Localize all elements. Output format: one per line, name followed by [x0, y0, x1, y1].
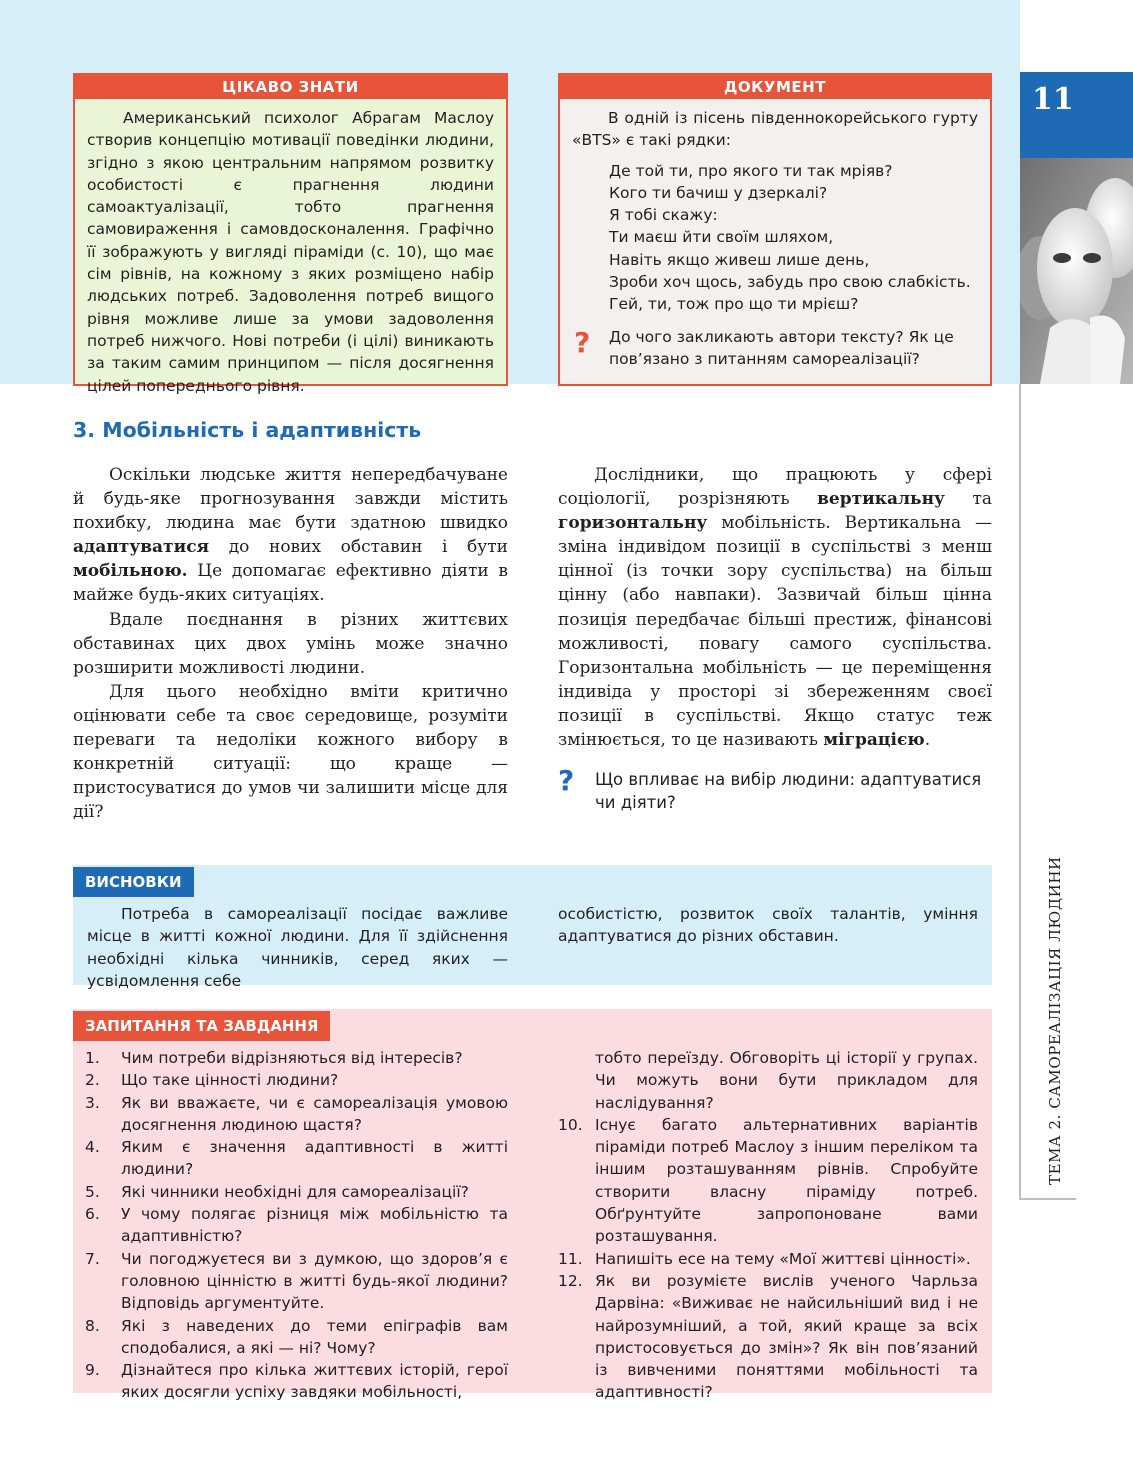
- task-item: 7. Чи погоджуєтеся ви з думкою, що здоров’я є головною цінністю в житті будь-якої людини? Відповідь аргументуйте.: [85, 1249, 508, 1313]
- tasks-title: ЗАПИТАННЯ ТА ЗАВДАННЯ: [73, 1011, 330, 1041]
- section-title: 3. Мобільність і адаптивність: [73, 418, 422, 442]
- tasks-box: [73, 1009, 992, 1402]
- paragraph: Дослідники, що працюють у сфері соціології, розрізняють вертикальну та горизонтальну мобільність. Вертикальна — зміна індивідом позиції в суспільстві з менш цінної (із точки зору суспільства) на більш цінну (або навпаки). Зазвичай більш цінна позиція передбачає більші престиж, фінансові можливості, повагу самого суспільства. Горизонтальна мобільність — це переміщення індивіда у просторі зі збереженням своєї позиції в суспільстві. Якщо статус теж змінюється, то це називають міграцією.: [558, 465, 992, 751]
- text-column-right: [558, 463, 992, 814]
- fact-box: [73, 73, 508, 395]
- term-horizontal: горизонтальну: [558, 513, 708, 534]
- question-mark-icon: ?: [558, 764, 575, 798]
- task-item: 4. Яким є значення адаптивності в житті людини?: [85, 1138, 508, 1179]
- lyric-line: Кого ти бачиш у дзеркалі?: [609, 183, 828, 202]
- masks-photo: [1020, 158, 1133, 384]
- lyric-line: Де той ти, про якого ти так мріяв?: [609, 161, 893, 180]
- task-list-right: [558, 1047, 978, 1404]
- conclusions-box: [73, 865, 992, 990]
- fact-box-text: Американський психолог Абрагам Маслоу створив концепцію мотивації поведінки людини, згідно з якою центральним напрямом розвитку особистості є прагнення людини самоактуалізації, тобто прагнення самовираження і самовдосконалення. Графічно її зображують у вигляді піраміди (с. 10), що має сім рівнів, на кожному з яких розміщено набір людських потреб. Задоволення потреб вищого рівня можливе лише за умови задоволення потреб нижчого. Нові потреби (і цілі) виникають за таким самим принципом — після досягнення цілей попереднього рівня.: [87, 109, 494, 395]
- document-box-title: ДОКУМЕНТ: [560, 75, 990, 99]
- document-question: До чого закликають автори тексту? Як це пов’язано з питанням самореалізації?: [609, 327, 954, 368]
- term-adapt: адаптуватися: [73, 537, 210, 558]
- task-item: 5. Які чинники необхідні для самореалізації?: [85, 1182, 469, 1201]
- paragraph: Вдале поєднання в різних життєвих обставинах цих двох умінь може значно розширити можливості людини.: [73, 609, 508, 678]
- task-list-left: [73, 1047, 508, 1404]
- task-item: 10. Існує багато альтернативних варіантів піраміди потреб Маслоу з іншим переліком та іншим розташуванням рівнів. Спробуйте створити власну піраміду потреб. Обґрунтуйте запропоноване вами розташування.: [558, 1115, 978, 1246]
- song-lyrics: [572, 160, 978, 316]
- text-column-left: [73, 463, 508, 824]
- task-item: 12. Як ви розумієте вислів ученого Чарльза Дарвіна: «Виживає не найсильніший вид і не найрозумніший, а той, який краще за всіх пристосовується до змін»? Як він пов’язаний із вивченими поняттями мобільності та адаптивності?: [558, 1271, 978, 1402]
- term-vertical: вертикальну: [817, 489, 945, 510]
- task-item: 6. У чому полягає різниця між мобільністю та адаптивністю?: [85, 1205, 508, 1246]
- page-number: 11: [1032, 82, 1074, 117]
- task-item: 9. Дізнайтеся про кілька життєвих історій, герої яких досягли успіху завдяки мобільності,: [85, 1361, 508, 1402]
- chapter-label: ТЕМА 2. САМОРЕАЛІЗАЦІЯ ЛЮДИНИ: [1046, 856, 1064, 1185]
- task-item-continuation: тобто переїзду. Обговоріть ці історії у групах. Чи можуть вони бути прикладом для наслідування?: [595, 1049, 978, 1112]
- section-question: Що впливає на вибір людини: адаптуватися чи діяти?: [595, 770, 982, 813]
- lyric-line: Я тобі скажу:: [609, 206, 718, 225]
- term-migration: міграцією: [823, 730, 925, 751]
- task-item: 2. Що таке цінності людини?: [85, 1071, 339, 1090]
- side-rule: [1019, 384, 1021, 1200]
- task-item: 1. Чим потреби відрізняються від інтересів?: [85, 1049, 463, 1067]
- document-intro: В одній із пісень південнокорейського гурту «BTS» є такі рядки:: [572, 109, 978, 150]
- task-item: 3. Як ви вважаєте, чи є самореалізація умовою досягнення людиною щастя?: [85, 1093, 508, 1134]
- task-item: 8. Які з наведених до теми епіграфів вам сподобалися, а які — ні? Чому?: [85, 1316, 508, 1357]
- masks-image: [1020, 158, 1133, 384]
- fact-box-title: ЦІКАВО ЗНАТИ: [75, 75, 506, 99]
- conclusions-title: ВИСНОВКИ: [73, 867, 194, 897]
- conclusions-text-right: особистістю, розвиток своїх талантів, уміння адаптуватися до різних обставин.: [558, 905, 978, 946]
- paragraph: Для цього необхідно вміти критично оцінювати себе та своє середовище, розуміти переваги та недоліки кожного вибору в конкретній ситуації: що краще — пристосуватися до умов чи залишити місце для дії?: [73, 681, 508, 823]
- lyric-line: Навіть якщо живеш лише день,: [609, 250, 870, 269]
- document-box: [558, 73, 992, 386]
- conclusions-text-left: Потреба в самореалізації посідає важливе місце в житті кожної людини. Для її здійснення необхідні кілька чинників, серед яких — усвідомлення себе: [87, 905, 508, 990]
- side-rule-foot: [1019, 1198, 1076, 1200]
- lyric-line: Зроби хоч щось, забудь про свою слабкість.: [609, 273, 971, 292]
- task-item: 11. Напишіть есе на тему «Мої життєві цінності».: [558, 1249, 971, 1268]
- lyric-line: Гей, ти, тож про що ти мрієш?: [609, 295, 859, 314]
- paragraph: Оскільки людське життя непередбачуване й будь-яке прогнозування завжди містить похибку, людина має бути здатною швидко адаптуватися до нових обставин і бути мобільною. Це допомагає ефективно діяти в майже будь-яких ситуаціях.: [73, 465, 508, 606]
- question-mark-icon: ?: [574, 325, 591, 359]
- term-mobile: мобільною.: [73, 561, 188, 582]
- lyric-line: Ти маєш йти своїм шляхом,: [609, 228, 834, 247]
- page-number-tab: [1020, 72, 1133, 158]
